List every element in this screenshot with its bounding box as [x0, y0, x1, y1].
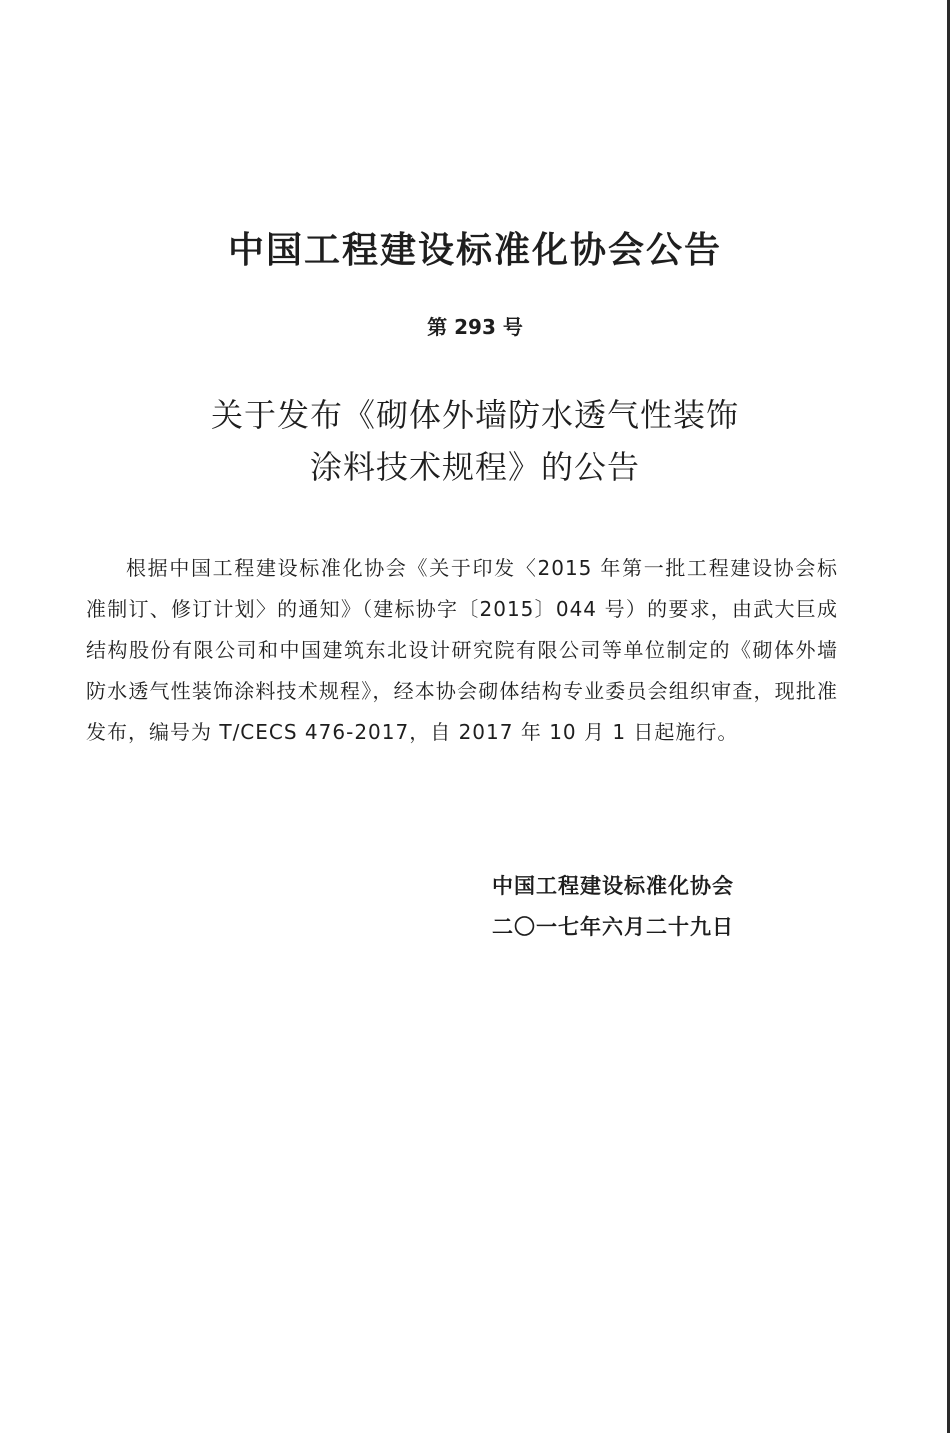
signature-organization: 中国工程建设标准化协会	[492, 874, 734, 898]
announcement-title	[0, 392, 950, 490]
org-title: 中国工程建设标准化协会公告	[227, 230, 722, 271]
issue-number: 第 293 号	[427, 315, 523, 339]
announcement-title-line-2: 涂料技术规程》的公告	[309, 448, 640, 486]
signature-date: 二〇一七年六月二十九日	[492, 915, 734, 939]
announcement-body: 根据中国工程建设标准化协会《关于印发〈2015 年第一批工程建设协会标准制订、修订计划〉的通知》（建标协字〔2015〕044 号）的要求，由武大巨成结构股份有限公司和中国建筑东北设计研究院有限公司等单位制定的《砌体外墙防水透气性装饰涂料技术规程》，经本协会砌体结构专业委员会组织审查，现批准发布，编号为 T/CECS 476-2017，自 2017 年 10 月 1 日起施行。	[86, 556, 838, 744]
signature-block	[492, 866, 822, 948]
announcement-title-line-1: 关于发布《砌体外墙防水透气性装饰	[210, 396, 739, 434]
